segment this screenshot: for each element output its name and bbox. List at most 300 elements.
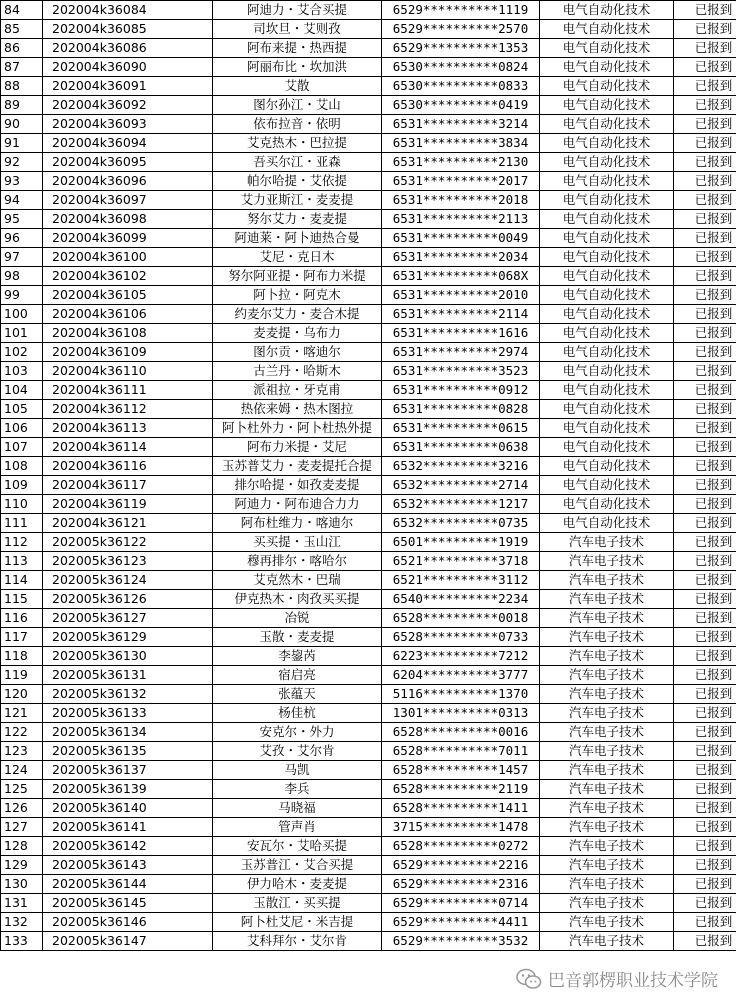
table-row <box>1 457 736 476</box>
major-cell: 汽车电子技术 <box>540 780 674 799</box>
id-card-number-cell: 6531**********2010 <box>382 286 540 305</box>
student-id-cell: 202004k36100 <box>43 248 213 267</box>
student-name-cell: 派祖拉・牙克甫 <box>213 381 382 400</box>
registration-status-cell: 已报到 <box>674 172 736 191</box>
major-cell: 汽车电子技术 <box>540 856 674 875</box>
id-card-number-cell: 6529**********3532 <box>382 932 540 951</box>
major-cell: 电气自动化技术 <box>540 419 674 438</box>
major-cell: 汽车电子技术 <box>540 875 674 894</box>
registration-status-cell: 已报到 <box>674 685 736 704</box>
major-cell: 电气自动化技术 <box>540 514 674 533</box>
registration-status-cell: 已报到 <box>674 96 736 115</box>
row-number-cell: 121 <box>1 704 43 723</box>
row-number-cell: 84 <box>1 1 43 20</box>
table-row <box>1 514 736 533</box>
student-id-cell: 202005k36123 <box>43 552 213 571</box>
major-cell: 汽车电子技术 <box>540 913 674 932</box>
student-id-cell: 202004k36090 <box>43 58 213 77</box>
row-number-cell: 118 <box>1 647 43 666</box>
id-card-number-cell: 6528**********1411 <box>382 799 540 818</box>
student-id-cell: 202004k36112 <box>43 400 213 419</box>
registration-status-cell: 已报到 <box>674 647 736 666</box>
student-id-cell: 202004k36095 <box>43 153 213 172</box>
id-card-number-cell: 6528**********0018 <box>382 609 540 628</box>
id-card-number-cell: 6531**********2114 <box>382 305 540 324</box>
row-number-cell: 97 <box>1 248 43 267</box>
registration-status-cell: 已报到 <box>674 381 736 400</box>
table-row <box>1 685 736 704</box>
registration-status-cell: 已报到 <box>674 704 736 723</box>
student-name-cell: 张蕴天 <box>213 685 382 704</box>
student-id-cell: 202005k36144 <box>43 875 213 894</box>
table-row <box>1 837 736 856</box>
student-name-cell: 艾散 <box>213 77 382 96</box>
row-number-cell: 93 <box>1 172 43 191</box>
major-cell: 电气自动化技术 <box>540 210 674 229</box>
student-name-cell: 穆再排尔・喀哈尔 <box>213 552 382 571</box>
registration-status-cell: 已报到 <box>674 115 736 134</box>
row-number-cell: 99 <box>1 286 43 305</box>
registration-status-cell: 已报到 <box>674 438 736 457</box>
student-id-cell: 202005k36130 <box>43 647 213 666</box>
student-id-cell: 202004k36119 <box>43 495 213 514</box>
row-number-cell: 107 <box>1 438 43 457</box>
row-number-cell: 108 <box>1 457 43 476</box>
student-name-cell: 阿布杜维力・喀迪尔 <box>213 514 382 533</box>
student-name-cell: 约麦尔艾力・麦合木提 <box>213 305 382 324</box>
table-row <box>1 229 736 248</box>
major-cell: 电气自动化技术 <box>540 134 674 153</box>
registration-status-cell: 已报到 <box>674 609 736 628</box>
major-cell: 电气自动化技术 <box>540 20 674 39</box>
student-id-cell: 202005k36147 <box>43 932 213 951</box>
row-number-cell: 132 <box>1 913 43 932</box>
table-row <box>1 571 736 590</box>
student-name-cell: 艾孜・艾尔肯 <box>213 742 382 761</box>
table-row <box>1 210 736 229</box>
student-name-cell: 麦麦提・乌布力 <box>213 324 382 343</box>
registration-status-cell: 已报到 <box>674 39 736 58</box>
major-cell: 电气自动化技术 <box>540 39 674 58</box>
student-name-cell: 买买提・玉山江 <box>213 533 382 552</box>
student-name-cell: 伊力哈木・麦麦提 <box>213 875 382 894</box>
student-id-cell: 202004k36085 <box>43 20 213 39</box>
major-cell: 汽车电子技术 <box>540 723 674 742</box>
major-cell: 汽车电子技术 <box>540 552 674 571</box>
id-card-number-cell: 6501**********1919 <box>382 533 540 552</box>
registration-status-cell: 已报到 <box>674 324 736 343</box>
row-number-cell: 128 <box>1 837 43 856</box>
table-row <box>1 400 736 419</box>
registration-status-cell: 已报到 <box>674 457 736 476</box>
wechat-icon <box>516 968 542 990</box>
registration-status-cell: 已报到 <box>674 191 736 210</box>
student-name-cell: 李鋆芮 <box>213 647 382 666</box>
id-card-number-cell: 6532**********1217 <box>382 495 540 514</box>
id-card-number-cell: 6531**********2130 <box>382 153 540 172</box>
roster-body <box>1 1 736 951</box>
student-id-cell: 202004k36110 <box>43 362 213 381</box>
student-name-cell: 管声肖 <box>213 818 382 837</box>
row-number-cell: 122 <box>1 723 43 742</box>
table-row <box>1 932 736 951</box>
major-cell: 电气自动化技术 <box>540 248 674 267</box>
id-card-number-cell: 6531**********2017 <box>382 172 540 191</box>
table-row <box>1 438 736 457</box>
row-number-cell: 127 <box>1 818 43 837</box>
student-id-cell: 202004k36092 <box>43 96 213 115</box>
id-card-number-cell: 6532**********0735 <box>382 514 540 533</box>
registration-status-cell: 已报到 <box>674 761 736 780</box>
id-card-number-cell: 1301**********0313 <box>382 704 540 723</box>
row-number-cell: 87 <box>1 58 43 77</box>
table-row <box>1 267 736 286</box>
row-number-cell: 120 <box>1 685 43 704</box>
table-row <box>1 533 736 552</box>
watermark <box>516 966 718 991</box>
registration-status-cell: 已报到 <box>674 780 736 799</box>
registration-status-cell: 已报到 <box>674 286 736 305</box>
table-row <box>1 134 736 153</box>
student-id-cell: 202005k36146 <box>43 913 213 932</box>
row-number-cell: 130 <box>1 875 43 894</box>
table-row <box>1 723 736 742</box>
major-cell: 汽车电子技术 <box>540 761 674 780</box>
student-name-cell: 古兰丹・哈斯木 <box>213 362 382 381</box>
major-cell: 汽车电子技术 <box>540 685 674 704</box>
major-cell: 电气自动化技术 <box>540 267 674 286</box>
student-name-cell: 马凯 <box>213 761 382 780</box>
major-cell: 电气自动化技术 <box>540 286 674 305</box>
student-id-cell: 202005k36126 <box>43 590 213 609</box>
student-name-cell: 热依来姆・热木图拉 <box>213 400 382 419</box>
id-card-number-cell: 6529**********2316 <box>382 875 540 894</box>
student-id-cell: 202005k36131 <box>43 666 213 685</box>
major-cell: 电气自动化技术 <box>540 400 674 419</box>
table-row <box>1 856 736 875</box>
student-name-cell: 阿卜杜艾尼・米吉提 <box>213 913 382 932</box>
row-number-cell: 101 <box>1 324 43 343</box>
student-name-cell: 阿丽布比・坎加洪 <box>213 58 382 77</box>
major-cell: 电气自动化技术 <box>540 457 674 476</box>
row-number-cell: 94 <box>1 191 43 210</box>
registration-status-cell: 已报到 <box>674 400 736 419</box>
id-card-number-cell: 6529**********4411 <box>382 913 540 932</box>
table-row <box>1 628 736 647</box>
student-id-cell: 202004k36113 <box>43 419 213 438</box>
registration-status-cell: 已报到 <box>674 343 736 362</box>
major-cell: 汽车电子技术 <box>540 628 674 647</box>
student-id-cell: 202004k36109 <box>43 343 213 362</box>
id-card-number-cell: 6528**********0016 <box>382 723 540 742</box>
row-number-cell: 129 <box>1 856 43 875</box>
registration-status-cell: 已报到 <box>674 20 736 39</box>
id-card-number-cell: 6531**********2974 <box>382 343 540 362</box>
table-row <box>1 248 736 267</box>
student-name-cell: 安瓦尔・艾哈买提 <box>213 837 382 856</box>
table-row <box>1 780 736 799</box>
table-row <box>1 191 736 210</box>
id-card-number-cell: 6528**********7011 <box>382 742 540 761</box>
id-card-number-cell: 6531**********0615 <box>382 419 540 438</box>
student-id-cell: 202004k36116 <box>43 457 213 476</box>
row-number-cell: 85 <box>1 20 43 39</box>
major-cell: 电气自动化技术 <box>540 96 674 115</box>
major-cell: 汽车电子技术 <box>540 666 674 685</box>
student-id-cell: 202005k36139 <box>43 780 213 799</box>
row-number-cell: 103 <box>1 362 43 381</box>
registration-status-cell: 已报到 <box>674 818 736 837</box>
table-row <box>1 153 736 172</box>
id-card-number-cell: 6531**********068X <box>382 267 540 286</box>
row-number-cell: 86 <box>1 39 43 58</box>
row-number-cell: 105 <box>1 400 43 419</box>
row-number-cell: 100 <box>1 305 43 324</box>
registration-status-cell: 已报到 <box>674 305 736 324</box>
student-id-cell: 202005k36133 <box>43 704 213 723</box>
student-name-cell: 阿布力米提・艾尼 <box>213 438 382 457</box>
major-cell: 电气自动化技术 <box>540 115 674 134</box>
student-id-cell: 202005k36142 <box>43 837 213 856</box>
student-name-cell: 李兵 <box>213 780 382 799</box>
table-row <box>1 286 736 305</box>
major-cell: 汽车电子技术 <box>540 609 674 628</box>
table-row <box>1 381 736 400</box>
student-name-cell: 阿布来提・热西提 <box>213 39 382 58</box>
id-card-number-cell: 6531**********0638 <box>382 438 540 457</box>
major-cell: 汽车电子技术 <box>540 818 674 837</box>
major-cell: 电气自动化技术 <box>540 77 674 96</box>
id-card-number-cell: 6531**********0049 <box>382 229 540 248</box>
major-cell: 汽车电子技术 <box>540 742 674 761</box>
id-card-number-cell: 6529**********1353 <box>382 39 540 58</box>
student-name-cell: 艾克然木・巴瑞 <box>213 571 382 590</box>
major-cell: 电气自动化技术 <box>540 362 674 381</box>
table-row <box>1 704 736 723</box>
id-card-number-cell: 6204**********3777 <box>382 666 540 685</box>
student-id-cell: 202004k36121 <box>43 514 213 533</box>
student-id-cell: 202005k36124 <box>43 571 213 590</box>
id-card-number-cell: 6530**********0824 <box>382 58 540 77</box>
row-number-cell: 110 <box>1 495 43 514</box>
row-number-cell: 90 <box>1 115 43 134</box>
major-cell: 汽车电子技术 <box>540 894 674 913</box>
student-id-cell: 202004k36111 <box>43 381 213 400</box>
id-card-number-cell: 6529**********2570 <box>382 20 540 39</box>
student-name-cell: 玉苏普艾力・麦麦提托合提 <box>213 457 382 476</box>
id-card-number-cell: 6531**********0912 <box>382 381 540 400</box>
major-cell: 电气自动化技术 <box>540 172 674 191</box>
row-number-cell: 95 <box>1 210 43 229</box>
watermark-text: 巴音郭楞职业技术学院 <box>548 971 718 991</box>
registration-status-cell: 已报到 <box>674 742 736 761</box>
student-name-cell: 依布拉音・依明 <box>213 115 382 134</box>
student-name-cell: 吾买尔江・亚森 <box>213 153 382 172</box>
id-card-number-cell: 6531**********1616 <box>382 324 540 343</box>
student-name-cell: 阿迪莱・阿卜迪热合曼 <box>213 229 382 248</box>
major-cell: 电气自动化技术 <box>540 191 674 210</box>
row-number-cell: 133 <box>1 932 43 951</box>
id-card-number-cell: 5116**********1370 <box>382 685 540 704</box>
row-number-cell: 102 <box>1 343 43 362</box>
row-number-cell: 126 <box>1 799 43 818</box>
row-number-cell: 124 <box>1 761 43 780</box>
major-cell: 汽车电子技术 <box>540 571 674 590</box>
student-name-cell: 杨佳杭 <box>213 704 382 723</box>
id-card-number-cell: 6531**********3834 <box>382 134 540 153</box>
id-card-number-cell: 6540**********2234 <box>382 590 540 609</box>
registration-status-cell: 已报到 <box>674 856 736 875</box>
student-id-cell: 202005k36143 <box>43 856 213 875</box>
registration-status-cell: 已报到 <box>674 875 736 894</box>
row-number-cell: 125 <box>1 780 43 799</box>
table-row <box>1 894 736 913</box>
row-number-cell: 123 <box>1 742 43 761</box>
registration-status-cell: 已报到 <box>674 229 736 248</box>
registration-status-cell: 已报到 <box>674 666 736 685</box>
table-row <box>1 495 736 514</box>
student-id-cell: 202005k36140 <box>43 799 213 818</box>
table-row <box>1 419 736 438</box>
student-id-cell: 202004k36091 <box>43 77 213 96</box>
registration-status-cell: 已报到 <box>674 248 736 267</box>
student-id-cell: 202005k36122 <box>43 533 213 552</box>
table-row <box>1 1 736 20</box>
student-id-cell: 202005k36137 <box>43 761 213 780</box>
registration-status-cell: 已报到 <box>674 799 736 818</box>
student-name-cell: 马晓福 <box>213 799 382 818</box>
id-card-number-cell: 6528**********2119 <box>382 780 540 799</box>
registration-status-cell: 已报到 <box>674 932 736 951</box>
student-id-cell: 202005k36132 <box>43 685 213 704</box>
student-id-cell: 202004k36097 <box>43 191 213 210</box>
registration-status-cell: 已报到 <box>674 514 736 533</box>
student-name-cell: 阿迪力・阿布迪合力力 <box>213 495 382 514</box>
student-id-cell: 202004k36105 <box>43 286 213 305</box>
major-cell: 汽车电子技术 <box>540 704 674 723</box>
student-id-cell: 202004k36094 <box>43 134 213 153</box>
table-row <box>1 39 736 58</box>
student-name-cell: 艾科拜尔・艾尔肯 <box>213 932 382 951</box>
table-row <box>1 77 736 96</box>
table-row <box>1 96 736 115</box>
student-id-cell: 202004k36114 <box>43 438 213 457</box>
table-row <box>1 20 736 39</box>
student-name-cell: 司坎旦・艾则孜 <box>213 20 382 39</box>
student-name-cell: 努尔阿亚提・阿布力米提 <box>213 267 382 286</box>
row-number-cell: 116 <box>1 609 43 628</box>
major-cell: 汽车电子技术 <box>540 837 674 856</box>
major-cell: 电气自动化技术 <box>540 229 674 248</box>
major-cell: 电气自动化技术 <box>540 476 674 495</box>
student-name-cell: 冶锐 <box>213 609 382 628</box>
row-number-cell: 89 <box>1 96 43 115</box>
row-number-cell: 96 <box>1 229 43 248</box>
student-name-cell: 帕尔哈提・艾依提 <box>213 172 382 191</box>
registration-status-cell: 已报到 <box>674 362 736 381</box>
registration-status-cell: 已报到 <box>674 210 736 229</box>
registration-status-cell: 已报到 <box>674 58 736 77</box>
student-id-cell: 202004k36086 <box>43 39 213 58</box>
registration-status-cell: 已报到 <box>674 894 736 913</box>
registration-status-cell: 已报到 <box>674 153 736 172</box>
registration-status-cell: 已报到 <box>674 533 736 552</box>
registration-status-cell: 已报到 <box>674 77 736 96</box>
table-row <box>1 647 736 666</box>
student-name-cell: 玉散・麦麦提 <box>213 628 382 647</box>
major-cell: 汽车电子技术 <box>540 799 674 818</box>
row-number-cell: 92 <box>1 153 43 172</box>
major-cell: 电气自动化技术 <box>540 58 674 77</box>
id-card-number-cell: 6529**********1119 <box>382 1 540 20</box>
table-row <box>1 552 736 571</box>
id-card-number-cell: 6528**********1457 <box>382 761 540 780</box>
student-id-cell: 202005k36134 <box>43 723 213 742</box>
major-cell: 电气自动化技术 <box>540 343 674 362</box>
student-id-cell: 202004k36093 <box>43 115 213 134</box>
major-cell: 电气自动化技术 <box>540 495 674 514</box>
id-card-number-cell: 6529**********2216 <box>382 856 540 875</box>
registration-status-cell: 已报到 <box>674 571 736 590</box>
major-cell: 电气自动化技术 <box>540 153 674 172</box>
student-name-cell: 排尔哈提・如孜麦麦提 <box>213 476 382 495</box>
id-card-number-cell: 6531**********3523 <box>382 362 540 381</box>
id-card-number-cell: 6223**********7212 <box>382 647 540 666</box>
student-id-cell: 202004k36084 <box>43 1 213 20</box>
table-row <box>1 913 736 932</box>
student-name-cell: 伊克热木・肉孜买买提 <box>213 590 382 609</box>
student-name-cell: 艾克热木・巴拉提 <box>213 134 382 153</box>
student-id-cell: 202004k36098 <box>43 210 213 229</box>
registration-status-cell: 已报到 <box>674 590 736 609</box>
registration-status-cell: 已报到 <box>674 267 736 286</box>
id-card-number-cell: 6528**********0272 <box>382 837 540 856</box>
row-number-cell: 109 <box>1 476 43 495</box>
table-row <box>1 761 736 780</box>
row-number-cell: 98 <box>1 267 43 286</box>
id-card-number-cell: 6521**********3718 <box>382 552 540 571</box>
major-cell: 电气自动化技术 <box>540 305 674 324</box>
major-cell: 汽车电子技术 <box>540 932 674 951</box>
id-card-number-cell: 6521**********3112 <box>382 571 540 590</box>
table-row <box>1 799 736 818</box>
registration-status-cell: 已报到 <box>674 1 736 20</box>
major-cell: 汽车电子技术 <box>540 647 674 666</box>
registration-status-cell: 已报到 <box>674 476 736 495</box>
student-id-cell: 202004k36099 <box>43 229 213 248</box>
table-row <box>1 115 736 134</box>
student-name-cell: 图尔孙江・艾山 <box>213 96 382 115</box>
student-id-cell: 202004k36102 <box>43 267 213 286</box>
id-card-number-cell: 6530**********0833 <box>382 77 540 96</box>
row-number-cell: 112 <box>1 533 43 552</box>
id-card-number-cell: 6531**********2034 <box>382 248 540 267</box>
student-id-cell: 202005k36135 <box>43 742 213 761</box>
student-id-cell: 202005k36145 <box>43 894 213 913</box>
major-cell: 汽车电子技术 <box>540 533 674 552</box>
table-row <box>1 58 736 77</box>
major-cell: 电气自动化技术 <box>540 1 674 20</box>
table-row <box>1 666 736 685</box>
student-name-cell: 阿迪力・艾合买提 <box>213 1 382 20</box>
id-card-number-cell: 6531**********2018 <box>382 191 540 210</box>
student-id-cell: 202005k36127 <box>43 609 213 628</box>
id-card-number-cell: 6532**********3216 <box>382 457 540 476</box>
student-name-cell: 安克尔・外力 <box>213 723 382 742</box>
row-number-cell: 104 <box>1 381 43 400</box>
student-id-cell: 202004k36106 <box>43 305 213 324</box>
registration-status-cell: 已报到 <box>674 134 736 153</box>
